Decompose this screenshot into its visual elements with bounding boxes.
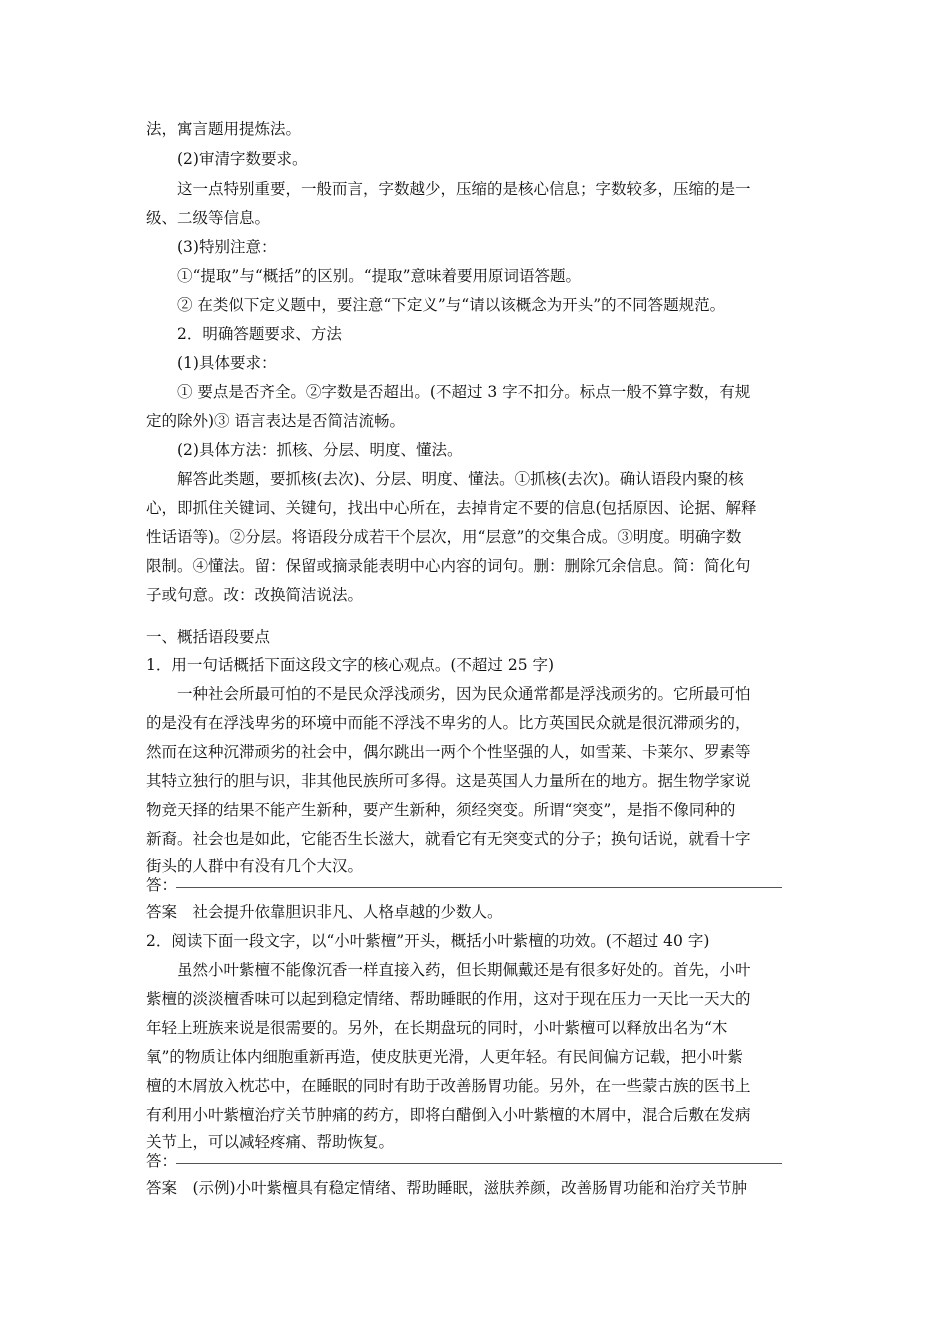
answer-text: 答案 (示例)小叶紫檀具有稳定情绪、帮助睡眠，滋肤养颜，改善肠胃功能和治疗关节肿 <box>146 1179 748 1197</box>
passage-line: 其特立独行的胆与识，非其他民族所可多得。这是英国人力量所在的地方。据生物学家说 <box>146 772 751 790</box>
answer-prompt: 答： <box>146 876 178 894</box>
passage-line: 有利用小叶紫檀治疗关节肿痛的药方，即将白醋倒入小叶紫檀的木屑中，混合后敷在发病 <box>146 1106 751 1124</box>
text-line: 解答此类题，要抓核(去次)、分层、明度、懂法。①抓核(去次)。确认语段内聚的核 <box>177 470 744 488</box>
text-line: (3)特别注意： <box>177 238 277 256</box>
passage-line: 的是没有在浮浅卑劣的环境中而能不浮浅不卑劣的人。比方英国民众就是很沉滞顽劣的， <box>146 714 751 732</box>
question-2: 2．阅读下面一段文字，以“小叶紫檀”开头，概括小叶紫檀的功效。(不超过 40 字) <box>146 932 710 950</box>
text-line: 这一点特别重要，一般而言，字数越少，压缩的是核心信息；字数较多，压缩的是一 <box>177 180 751 198</box>
passage-line: 关节上，可以减轻疼痛、帮助恢复。 <box>146 1133 395 1151</box>
passage-line: 物竞天择的结果不能产生新种，要产生新种，须经突变。所谓“突变”，是指不像同种的 <box>146 801 736 819</box>
text-line: 子或句意。改：改换简洁说法。 <box>146 586 364 604</box>
answer-blank-line[interactable] <box>176 1163 782 1164</box>
passage-line: 一种社会所最可怕的不是民众浮浅顽劣，因为民众通常都是浮浅顽劣的。它所最可怕 <box>177 685 751 703</box>
text-line: 定的除外)③ 语言表达是否简洁流畅。 <box>146 412 405 430</box>
passage-line: 年轻上班族来说是很需要的。另外，在长期盘玩的同时，小叶紫檀可以释放出名为“木 <box>146 1019 728 1037</box>
question-1: 1．用一句话概括下面这段文字的核心观点。(不超过 25 字) <box>146 656 555 674</box>
passage-line: 紫檀的淡淡檀香味可以起到稳定情绪、帮助睡眠的作用，这对于现在压力一天比一天大的 <box>146 990 751 1008</box>
text-line: 2．明确答题要求、方法 <box>177 325 342 343</box>
text-line: ①“提取”与“概括”的区别。“提取”意味着要用原词语答题。 <box>177 267 582 285</box>
answer-text: 答案 社会提升依靠胆识非凡、人格卓越的少数人。 <box>146 903 503 921</box>
answer-prompt: 答： <box>146 1152 178 1170</box>
passage-line: 然而在这种沉滞顽劣的社会中，偶尔跳出一两个个性坚强的人，如雪莱、卡莱尔、罗素等 <box>146 743 751 761</box>
text-line: (2)具体方法：抓核、分层、明度、懂法。 <box>177 441 463 459</box>
text-line: (1)具体要求： <box>177 354 277 372</box>
answer-blank-line[interactable] <box>176 887 782 888</box>
text-line: (2)审清字数要求。 <box>177 150 308 168</box>
text-line: ① 要点是否齐全。②字数是否超出。(不超过 3 字不扣分。标点一般不算字数，有规 <box>177 383 751 401</box>
text-line: 限制。④懂法。留：保留或摘录能表明中心内容的词句。删：删除冗余信息。简：简化句 <box>146 557 751 575</box>
text-line: 心，即抓住关键词、关键句，找出中心所在，去掉肯定不要的信息(包括原因、论据、解释 <box>146 499 757 517</box>
passage-line: 虽然小叶紫檀不能像沉香一样直接入药，但长期佩戴还是有很多好处的。首先，小叶 <box>177 961 751 979</box>
passage-line: 新裔。社会也是如此，它能否生长滋大，就看它有无突变式的分子；换句话说，就看十字 <box>146 830 751 848</box>
text-line: 性话语等)。②分层。将语段分成若干个层次，用“层意”的交集合成。③明度。明确字数 <box>146 528 742 546</box>
text-line: ② 在类似下定义题中，要注意“下定义”与“请以该概念为开头”的不同答题规范。 <box>177 296 726 314</box>
text-line: 级、二级等信息。 <box>146 209 271 227</box>
passage-line: 氧”的物质让体内细胞重新再造，使皮肤更光滑，人更年轻。有民间偏方记载，把小叶紫 <box>146 1048 743 1066</box>
text-line: 法，寓言题用提炼法。 <box>146 120 302 138</box>
passage-line: 檀的木屑放入枕芯中，在睡眠的同时有助于改善肠胃功能。另外，在一些蒙古族的医书上 <box>146 1077 751 1095</box>
section-title: 一、概括语段要点 <box>146 628 271 646</box>
passage-line: 街头的人群中有没有几个大汉。 <box>146 857 364 875</box>
